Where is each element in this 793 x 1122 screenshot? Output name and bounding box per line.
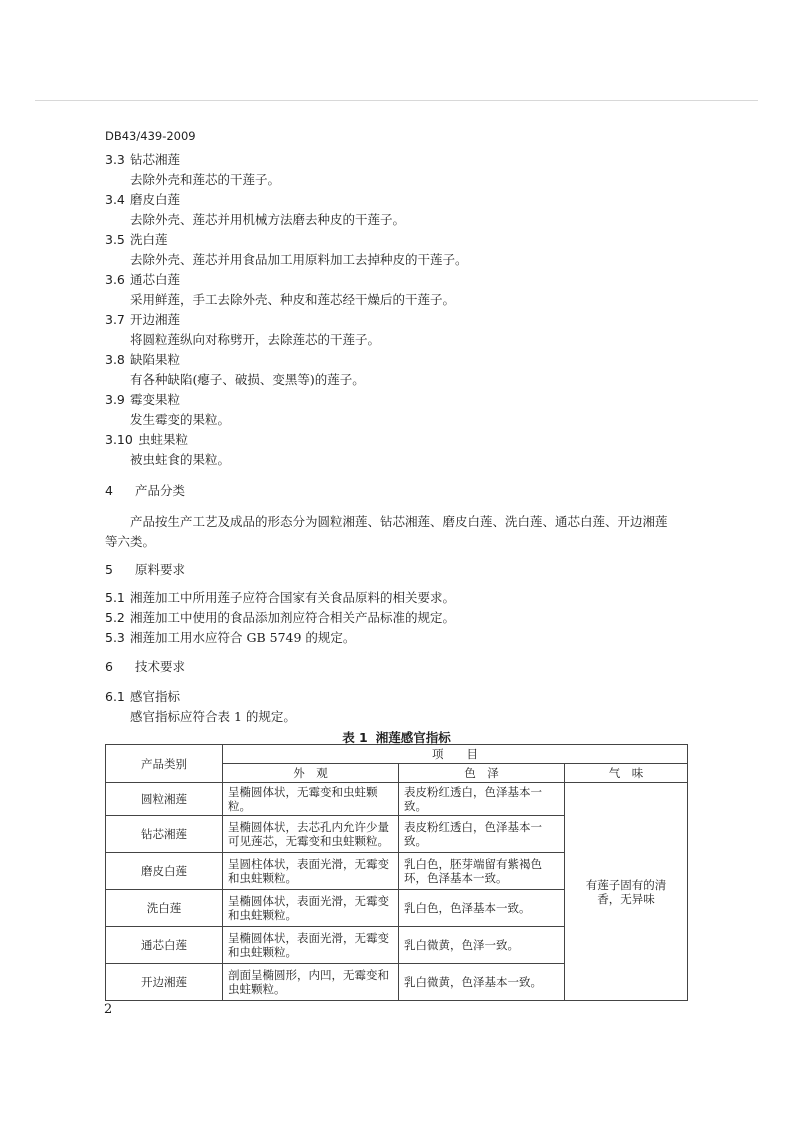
row-appearance: 呈椭圆体状，表面光滑，无霉变和虫蛀颗粒。 bbox=[223, 927, 399, 964]
section-5-2: 5.2 湘莲加工中使用的食品添加剂应符合相关产品标准的规定。 bbox=[105, 610, 456, 625]
row-category: 圆粒湘莲 bbox=[106, 783, 223, 816]
definition-3-4-text: 去除外壳、莲芯并用机械方法磨去种皮的干莲子。 bbox=[130, 212, 406, 227]
row-color: 表皮粉红透白，色泽基本一致。 bbox=[399, 816, 565, 853]
row-color: 表皮粉红透白，色泽基本一致。 bbox=[399, 783, 565, 816]
definition-3-8-heading: 3.8 缺陷果粒 bbox=[105, 352, 181, 367]
section-4-text-line2: 等六类。 bbox=[105, 534, 156, 549]
row-appearance: 呈椭圆体状，表面光滑，无霉变和虫蛀颗粒。 bbox=[223, 890, 399, 927]
row-color: 乳白色，胚芽端留有紫褐色环，色泽基本一致。 bbox=[399, 853, 565, 890]
row-appearance: 剖面呈椭圆形，内凹，无霉变和虫蛀颗粒。 bbox=[223, 964, 399, 1001]
header-odor: 气 味 bbox=[565, 764, 688, 783]
section-5-3: 5.3 湘莲加工用水应符合 GB 5749 的规定。 bbox=[105, 630, 356, 645]
row-color: 乳白微黄，色泽一致。 bbox=[399, 927, 565, 964]
section-5-heading: 5 原料要求 bbox=[105, 562, 186, 577]
definition-3-6-text: 采用鲜莲，手工去除外壳、种皮和莲芯经干燥后的干莲子。 bbox=[130, 292, 456, 307]
definition-3-5-text: 去除外壳、莲芯并用食品加工用原料加工去掉种皮的干莲子。 bbox=[130, 252, 468, 267]
row-color: 乳白微黄，色泽基本一致。 bbox=[399, 964, 565, 1001]
row-category: 磨皮白莲 bbox=[106, 853, 223, 890]
row-category: 洗白莲 bbox=[106, 890, 223, 927]
sensory-index-table bbox=[105, 744, 688, 1001]
definition-3-6-heading: 3.6 通芯白莲 bbox=[105, 272, 181, 287]
section-6-1-text: 感官指标应符合表 1 的规定。 bbox=[130, 709, 296, 724]
page-top-rule bbox=[35, 100, 758, 101]
definition-3-9-heading: 3.9 霉变果粒 bbox=[105, 392, 181, 407]
header-appearance: 外 观 bbox=[223, 764, 399, 783]
definition-3-3-heading: 3.3 钻芯湘莲 bbox=[105, 152, 181, 167]
definition-3-5-heading: 3.5 洗白莲 bbox=[105, 232, 168, 247]
table-1-caption: 表 1 湘莲感官指标 bbox=[342, 730, 451, 745]
row-appearance: 呈椭圆体状，无霉变和虫蛀颗粒。 bbox=[223, 783, 399, 816]
definition-3-3-text: 去除外壳和莲芯的干莲子。 bbox=[130, 172, 281, 187]
row-color: 乳白色，色泽基本一致。 bbox=[399, 890, 565, 927]
header-product-category: 产品类别 bbox=[106, 745, 223, 783]
table-row bbox=[106, 783, 688, 816]
row-category: 通芯白莲 bbox=[106, 927, 223, 964]
section-6-heading: 6 技术要求 bbox=[105, 659, 186, 674]
row-category: 钻芯湘莲 bbox=[106, 816, 223, 853]
definition-3-8-text: 有各种缺陷(瘪子、破损、变黑等)的莲子。 bbox=[130, 372, 365, 387]
definition-3-7-heading: 3.7 开边湘莲 bbox=[105, 312, 181, 327]
document-id: DB43/439-2009 bbox=[105, 129, 196, 143]
definition-3-7-text: 将圆粒莲纵向对称劈开，去除莲芯的干莲子。 bbox=[130, 332, 381, 347]
row-category: 开边湘莲 bbox=[106, 964, 223, 1001]
section-4-text-line1: 产品按生产工艺及成品的形态分为圆粒湘莲、钻芯湘莲、磨皮白莲、洗白莲、通芯白莲、开边湘莲 bbox=[130, 514, 668, 529]
page-number: 2 bbox=[104, 1002, 113, 1017]
definition-3-10-heading: 3.10 虫蛀果粒 bbox=[105, 432, 189, 447]
definition-3-4-heading: 3.4 磨皮白莲 bbox=[105, 192, 181, 207]
definition-3-9-text: 发生霉变的果粒。 bbox=[130, 412, 231, 427]
section-4-heading: 4 产品分类 bbox=[105, 483, 186, 498]
section-6-1-heading: 6.1 感官指标 bbox=[105, 689, 181, 704]
header-color: 色 泽 bbox=[399, 764, 565, 783]
definition-3-10-text: 被虫蛀食的果粒。 bbox=[130, 452, 231, 467]
section-5-1: 5.1 湘莲加工中所用莲子应符合国家有关食品原料的相关要求。 bbox=[105, 590, 456, 605]
row-odor-merged: 有莲子固有的清香，无异味 bbox=[565, 783, 688, 1001]
header-items: 项 目 bbox=[223, 745, 688, 764]
row-appearance: 呈圆柱体状，表面光滑，无霉变和虫蛀颗粒。 bbox=[223, 853, 399, 890]
row-appearance: 呈椭圆体状，去芯孔内允许少量可见莲芯，无霉变和虫蛀颗粒。 bbox=[223, 816, 399, 853]
